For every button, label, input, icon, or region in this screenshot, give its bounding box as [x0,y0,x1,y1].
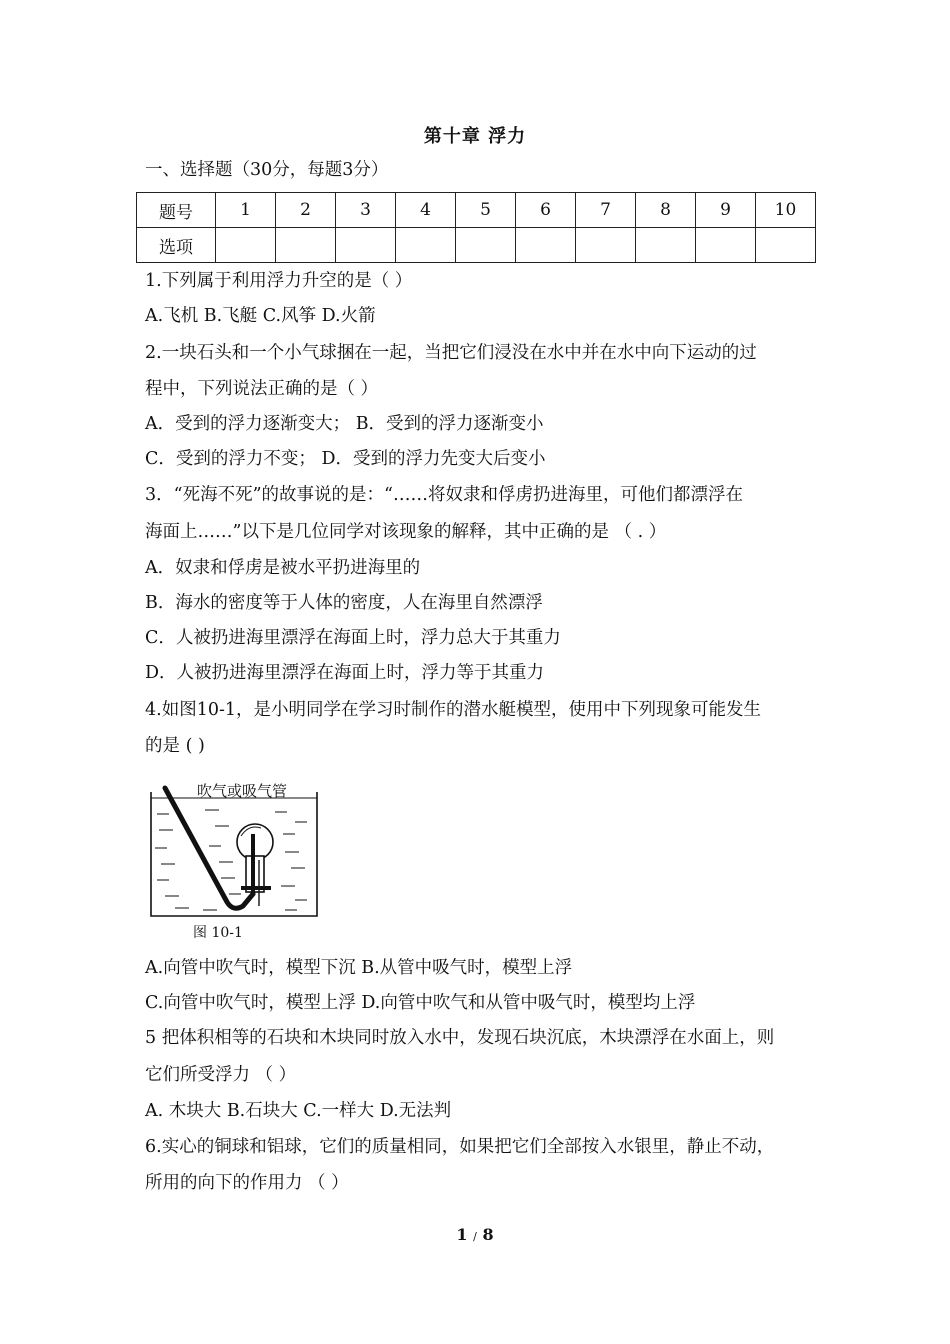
question-5-options: A. 木块大 B.石块大 C.一样大 D.无法判 [145,1101,452,1121]
question-3-option-b: B．海水的密度等于人体的密度，人在海里自然漂浮 [145,593,543,613]
page-number [0,1225,950,1244]
question-3-option-a: A．奴隶和俘虏是被水平扔进海里的 [145,558,421,578]
question-4: 4.如图10-1，是小明同学在学习时制作的潜水艇模型，使用中下列现象可能发生 [145,700,762,720]
figure-caption: 图 10-1 [193,925,243,941]
question-3-cont: 海面上……”以下是几位同学对该现象的解释，其中正确的是 （ . ） [145,522,667,542]
table-cell: 2 [276,193,336,228]
table-cell: 8 [636,193,696,228]
question-6: 6.实心的铜球和铝球，它们的质量相同，如果把它们全部按入水银里，静止不动， [145,1137,775,1157]
table-cell: 5 [456,193,516,228]
question-5: 5 把体积相等的石块和木块同时放入水中，发现石块沉底，木块漂浮在水面上，则 [145,1028,775,1048]
answer-cell[interactable] [456,228,516,263]
table-cell: 1 [216,193,276,228]
answer-cell[interactable] [696,228,756,263]
question-4-options-cd: C.向管中吹气时，模型上浮 D.向管中吹气和从管中吸气时，模型均上浮 [145,993,696,1013]
page-title: 第十章 浮力 [423,126,527,147]
question-6-cont: 所用的向下的作用力 （ ） [145,1173,349,1193]
question-3-option-d: D．人被扔进海里漂浮在海面上时，浮力等于其重力 [145,663,545,683]
question-3: 3．“死海不死”的故事说的是：“……将奴隶和俘虏扔进海里，可他们都漂浮在 [145,485,743,505]
answer-cell[interactable] [576,228,636,263]
answer-cell[interactable] [276,228,336,263]
answer-cell[interactable] [396,228,456,263]
table-cell: 7 [576,193,636,228]
answer-cell[interactable] [756,228,816,263]
question-4-options-ab: A.向管中吹气时，模型下沉 B.从管中吸气时，模型上浮 [145,958,573,978]
question-3-option-c: C．人被扔进海里漂浮在海面上时，浮力总大于其重力 [145,628,561,648]
table-cell: 选项 [137,228,216,263]
table-row [137,228,816,263]
figure-top-label: 吹气或吸气管 [197,782,288,800]
answer-cell[interactable] [216,228,276,263]
answer-cell[interactable] [516,228,576,263]
section-heading: 一、选择题（30分，每题3分） [145,160,389,180]
page-separator: / [473,1230,477,1243]
page-current: 1 [456,1225,468,1244]
question-1: 1.下列属于利用浮力升空的是（ ） [145,271,413,291]
table-row [137,193,816,228]
question-2: 2.一块石头和一个小气球捆在一起，当把它们浸没在水中并在水中向下运动的过 [145,343,757,363]
question-2-options-ab: A．受到的浮力逐渐变大； B．受到的浮力逐渐变小 [145,414,544,434]
table-cell: 题号 [137,193,216,228]
table-cell: 3 [336,193,396,228]
answer-table [136,192,816,263]
answer-cell[interactable] [636,228,696,263]
page-total: 8 [482,1225,494,1244]
table-cell: 10 [756,193,816,228]
answer-cell[interactable] [336,228,396,263]
table-cell: 4 [396,193,456,228]
submarine-model-figure [145,776,325,946]
question-1-options: A.飞机 B.飞艇 C.风筝 D.火箭 [145,306,376,326]
question-2-options-cd: C．受到的浮力不变； D．受到的浮力先变大后变小 [145,449,546,469]
table-cell: 6 [516,193,576,228]
question-2-cont: 程中，下列说法正确的是（ ） [145,379,379,399]
question-5-cont: 它们所受浮力 （ ） [145,1065,297,1085]
table-cell: 9 [696,193,756,228]
question-4-cont: 的是 ( ) [145,736,205,756]
